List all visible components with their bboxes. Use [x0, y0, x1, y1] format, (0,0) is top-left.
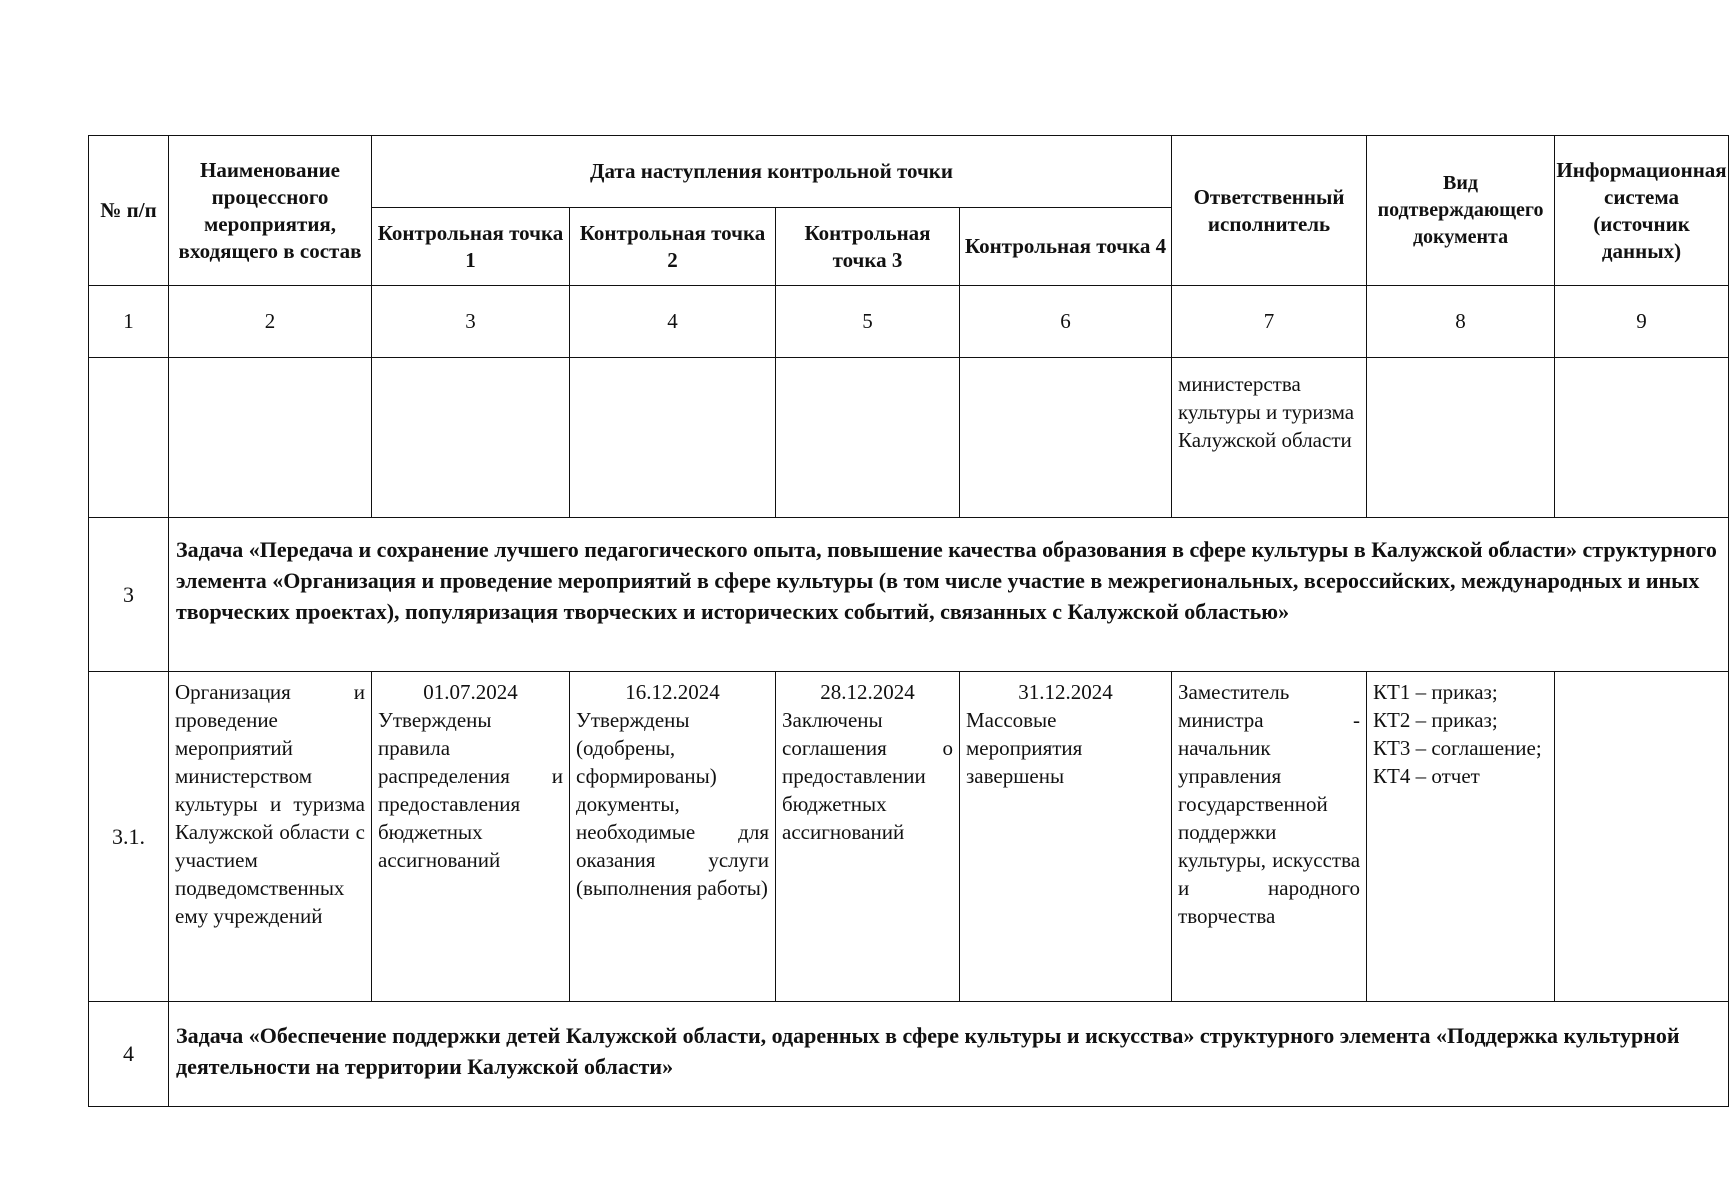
responsible-executor: Заместитель министра - начальник управления государственной поддержки культуры, искусства и народного творчества — [1172, 672, 1367, 1002]
task-number: 4 — [89, 1002, 169, 1107]
cp2-text: Утверждены (одобрены, сформированы) документы, необходимые для оказания услуги (выполнения работы) — [576, 708, 769, 900]
table-viewport — [88, 135, 1727, 1110]
cp1-cell — [372, 672, 570, 1002]
col-number: 8 — [1367, 286, 1555, 358]
col-number: 5 — [776, 286, 960, 358]
header-col-info-text: Информационная система (источник данных) — [1556, 157, 1727, 263]
col-number: 1 — [89, 286, 169, 358]
header-col-document: Вид подтверждающего документа — [1367, 136, 1555, 286]
header-col-responsible: Ответственный исполнитель — [1172, 136, 1367, 286]
header-col-info-system — [1555, 136, 1729, 286]
doc-type-kt2: КТ2 – приказ; — [1373, 708, 1498, 732]
task-number: 3 — [89, 518, 169, 672]
cp1-text: Утверждены правила распределения и предоставления бюджетных ассигнований — [378, 708, 563, 872]
header-cp2: Контрольная точка 2 — [570, 208, 776, 286]
cp3-date: 28.12.2024 — [820, 680, 915, 704]
table-row-3-1 — [89, 672, 1729, 1002]
row-number: 3.1. — [89, 672, 169, 1002]
header-col-no: № п/п — [89, 136, 169, 286]
col-number: 2 — [169, 286, 372, 358]
col-number: 3 — [372, 286, 570, 358]
header-col-name — [169, 136, 372, 286]
activity-name: Организация и проведение мероприятий министерством культуры и туризма Калужской области с участием подведомственных ему учреждений — [169, 672, 372, 1002]
cp3-cell — [776, 672, 960, 1002]
continuation-responsible: министерства культуры и туризма Калужской области — [1172, 358, 1367, 518]
task-row-3 — [89, 518, 1729, 672]
cp3-text: Заключены соглашения о предоставлении бюджетных ассигнований — [782, 708, 953, 844]
header-row-1 — [89, 136, 1729, 208]
cp4-date: 31.12.2024 — [1018, 680, 1113, 704]
cp1-date: 01.07.2024 — [423, 680, 518, 704]
cp2-date: 16.12.2024 — [625, 680, 720, 704]
col-number: 4 — [570, 286, 776, 358]
header-date-group: Дата наступления контрольной точки — [372, 136, 1172, 208]
cp4-text: Массовые мероприятия завершены — [966, 708, 1083, 788]
task-text: Задача «Передача и сохранение лучшего педагогического опыта, повышение качества образования в сфере культуры в Калужской области» структурного элемента «Организация и проведение мероприятий в сфере культуры (в том числе участие в межрегиональных, всероссийских, международных и иных творческих проектах), популяризация творческих и исторических событий, связанных с Калужской областью» — [169, 518, 1729, 672]
task-row-4 — [89, 1002, 1729, 1107]
cp2-cell — [570, 672, 776, 1002]
doc-type-kt1: КТ1 – приказ; — [1373, 680, 1498, 704]
cp4-cell — [960, 672, 1172, 1002]
col-number: 9 — [1555, 286, 1729, 358]
header-cp3: Контрольная точка 3 — [776, 208, 960, 286]
col-number: 7 — [1172, 286, 1367, 358]
continuation-row — [89, 358, 1729, 518]
info-system-cell — [1555, 672, 1729, 1002]
doc-type-kt4: КТ4 – отчет — [1373, 764, 1480, 788]
header-cp1: Контрольная точка 1 — [372, 208, 570, 286]
control-points-table — [88, 135, 1729, 1107]
doc-type-kt3: КТ3 – соглашение; — [1373, 736, 1542, 760]
header-col-name-text: Наименование процессного мероприятия, входящего в состав — [178, 157, 362, 263]
document-types — [1367, 672, 1555, 1002]
header-cp4: Контрольная точка 4 — [960, 208, 1172, 286]
col-number: 6 — [960, 286, 1172, 358]
task-text: Задача «Обеспечение поддержки детей Калужской области, одаренных в сфере культуры и искусства» структурного элемента «Поддержка культурной деятельности на территории Калужской области» — [169, 1002, 1729, 1107]
column-numbers-row — [89, 286, 1729, 358]
